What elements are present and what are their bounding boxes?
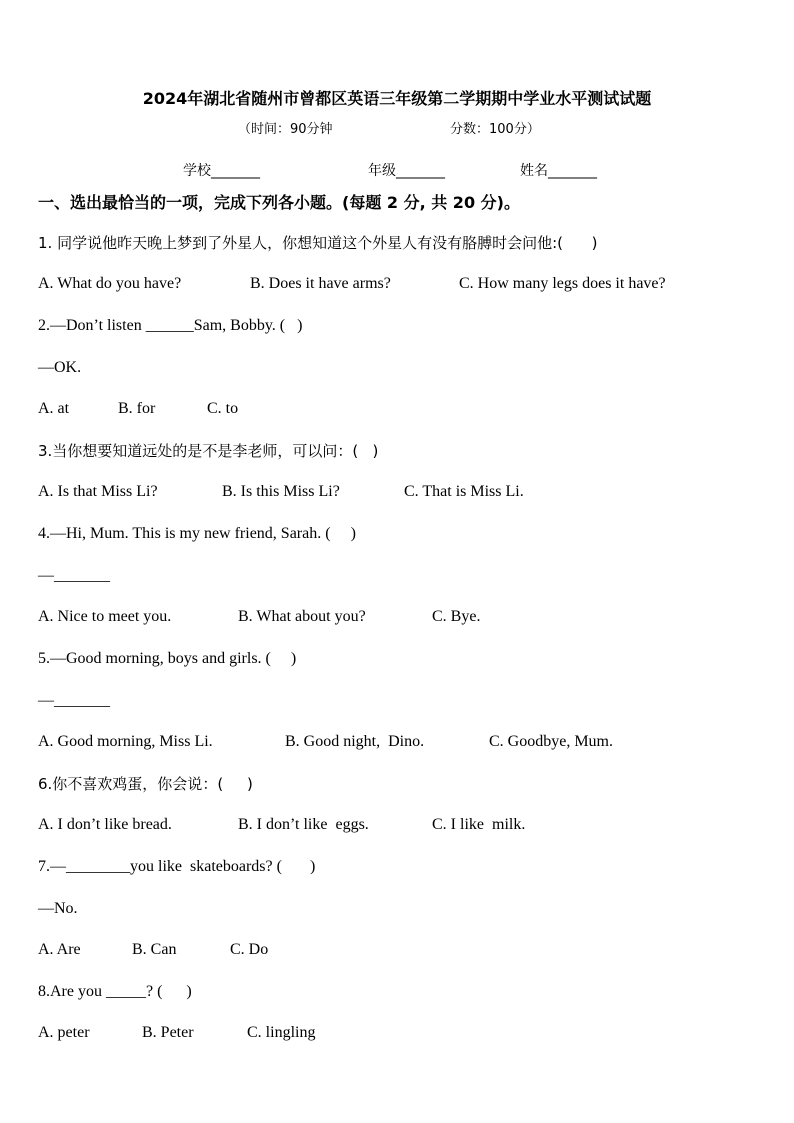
question-8-stem: 8.Are you _____? ( ) — [38, 983, 192, 1000]
exam-title: 2024年湖北省随州市曾都区英语三年级第二学期期中学业水平测试试题 — [142, 89, 652, 108]
school-field: 学校_______ — [183, 163, 260, 179]
question-5-option-b: B. Good night, Dino. — [285, 733, 425, 750]
question-8-option-b: B. Peter — [142, 1024, 194, 1041]
question-2-option-b: B. for — [118, 400, 156, 417]
question-7-stem: 7.—________you like skateboards? ( ) — [38, 858, 316, 875]
question-2-option-c: C. to — [207, 400, 239, 417]
question-2-stem: 2.—Don’t listen ______Sam, Bobby. ( ) — [38, 317, 303, 334]
question-3-stem: 3.当你想要知道远处的是不是李老师，可以问：( ) — [38, 442, 379, 460]
exam-score: 分数：100分） — [450, 122, 540, 137]
question-6-option-a: A. I don’t like bread. — [38, 816, 172, 833]
question-4-stem: 4.—Hi, Mum. This is my new friend, Sarah. ( ) — [38, 525, 356, 542]
question-6-option-b: B. I don’t like eggs. — [238, 816, 369, 833]
question-5-option-c: C. Goodbye, Mum. — [489, 733, 613, 750]
question-2-option-a: A. at — [38, 400, 70, 417]
question-4-option-c: C. Bye. — [432, 608, 481, 625]
question-3-option-a: A. Is that Miss Li? — [38, 483, 158, 500]
question-4-option-a: A. Nice to meet you. — [38, 608, 172, 625]
question-7-option-c: C. Do — [230, 941, 269, 958]
question-8-option-a: A. peter — [38, 1024, 90, 1041]
question-3-option-c: C. That is Miss Li. — [404, 483, 524, 500]
grade-field: 年级_______ — [368, 163, 445, 179]
question-2-reply: —OK. — [38, 359, 82, 376]
question-5-reply: —_______ — [38, 692, 110, 709]
question-1-stem: 1. 同学说他昨天晚上梦到了外星人，你想知道这个外星人有没有胳膊时会问他:( ) — [38, 234, 598, 252]
question-8-option-c: C. lingling — [247, 1024, 316, 1041]
question-6-stem: 6.你不喜欢鸡蛋，你会说：( ) — [38, 775, 253, 793]
question-1-option-a: A. What do you have? — [38, 275, 182, 292]
question-7-option-a: A. Are — [38, 941, 81, 958]
question-1-option-c: C. How many legs does it have? — [459, 275, 666, 292]
question-5-option-a: A. Good morning, Miss Li. — [38, 733, 213, 750]
question-1-option-b: B. Does it have arms? — [250, 275, 391, 292]
section-heading: 一、选出最恰当的一项，完成下列各小题。(每题 2 分, 共 20 分)。 — [38, 193, 520, 212]
question-3-option-b: B. Is this Miss Li? — [222, 483, 340, 500]
question-7-reply: —No. — [38, 900, 78, 917]
question-4-reply: —_______ — [38, 567, 110, 584]
exam-time: （时间：90分钟 — [238, 122, 333, 137]
question-5-stem: 5.—Good morning, boys and girls. ( ) — [38, 650, 297, 667]
name-field: 姓名_______ — [520, 163, 597, 179]
question-4-option-b: B. What about you? — [238, 608, 366, 625]
question-7-option-b: B. Can — [132, 941, 177, 958]
question-6-option-c: C. I like milk. — [432, 816, 526, 833]
